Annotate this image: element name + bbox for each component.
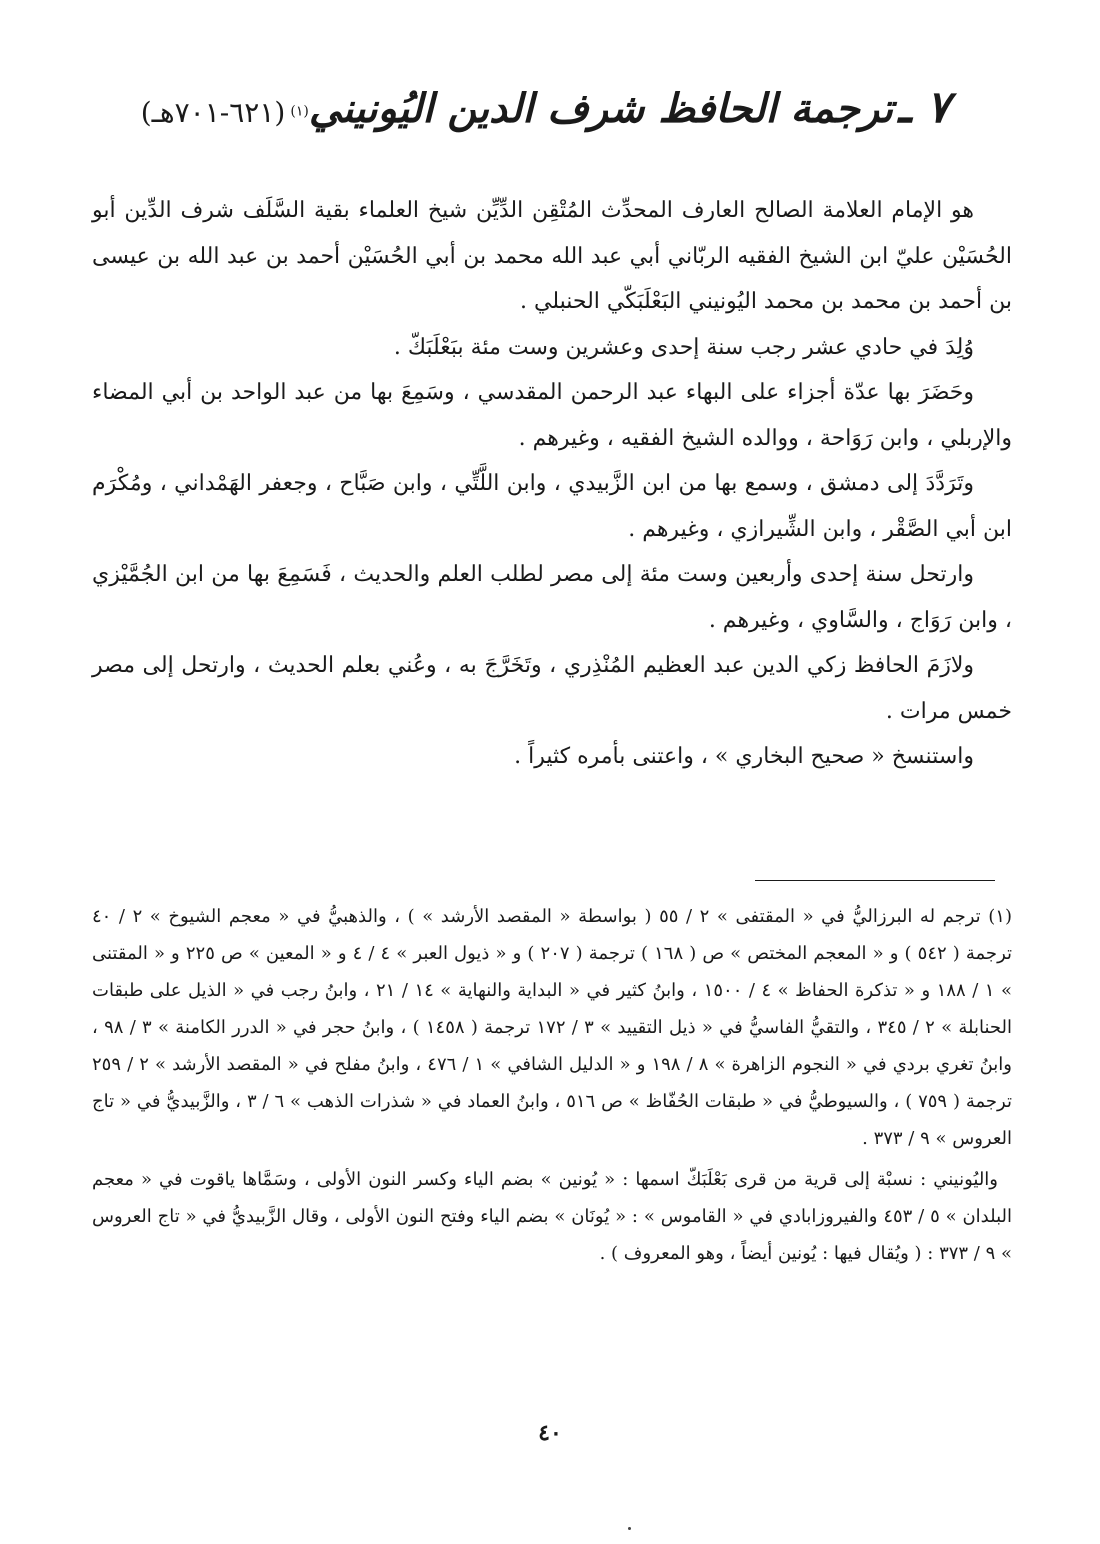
paragraph: وارتحل سنة إحدى وأربعين وست مئة إلى مصر لطلب العلم والحديث ، فَسَمِعَ بها من ابن الجُمَّيْزي ، وابن رَوَاج ، والسَّاوي ، وغيرهم . (92, 562, 1012, 633)
paragraph: واستنسخ « صحيح البخاري » ، واعتنى بأمره كثيراً . (514, 744, 974, 769)
paragraph: وتَرَدَّدَ إلى دمشق ، وسمع بها من ابن الزَّبيدي ، وابن اللَّتِّي ، وابن صَبَّاح ، وجعفر الهَمْداني ، ومُكْرَم ابن أبي الصَّقْر ، وابن الشِّيرازي ، وغيرهم . (92, 471, 1012, 542)
chapter-heading (140, 82, 950, 162)
scan-speck (628, 1527, 631, 1530)
page-number: ٤٠ (538, 1420, 562, 1446)
chapter-title: ترجمة الحافظ شرف الدين اليُونيني (308, 85, 894, 132)
footnote-divider (755, 880, 995, 881)
paragraph: وحَضَرَ بها عدّة أجزاء على البهاء عبد الرحمن المقدسي ، وسَمِعَ بها من عبد الواحد بن أبي المضاء والإربلي ، وابن رَوَاحة ، ووالده الشيخ الفقيه ، وغيرهم . (92, 380, 1012, 451)
paragraph: وُلِدَ في حادي عشر رجب سنة إحدى وعشرين وست مئة ببَعْلَبَكّ . (393, 334, 974, 360)
footnotes (92, 898, 1012, 1276)
footnote: واليُونيني : نسبْة إلى قرية من قرى بَعْلَبَكّ اسمها : « يُونين » بضم الياء وكسر النون الأولى ، وسَمَّاها ياقوت في « معجم البلدان » ٥ / ٤٥٣ والفيروزابادي في « القاموس » : « يُونَان » بضم الياء وفتح النون الأولى ، وقال الزَّبيديُّ في « تاج العروس » ٩ / ٣٧٣ : ( ويُقال فيها : يُونين أيضاً ، وهو المعروف ) . (92, 1169, 1012, 1264)
chapter-dates: (٦٢١-٧٠١هـ) (140, 96, 286, 129)
footnote-reference[interactable]: (١) (290, 103, 309, 120)
main-text (92, 188, 1012, 780)
paragraph: ولازَمَ الحافظ زكي الدين عبد العظيم المُنْذِري ، وتَخَرَّجَ به ، وعُني بعلم الحديث ، وارتحل إلى مصر خمس مرات . (92, 653, 1012, 724)
chapter-number: ٧ ـ (898, 82, 950, 133)
footnote: (١) ترجم له البرزاليُّ في « المقتفى » ٢ / ٥٥ ( بواسطة « المقصد الأرشد » ) ، والذهبيُّ في « معجم الشيوخ » ٢ / ٤٠ ترجمة ( ٥٤٢ ) و « المعجم المختص » ص ( ١٦٨ ) ترجمة ( ٢٠٧ ) و « ذيول العبر » ٤ / ٤ و « المعين » ص ٢٢٥ و « المقتنى » ١ / ١٨٨ و « تذكرة الحفاظ » ٤ / ١٥٠٠ ، وابنُ كثير في « البداية والنهاية » ١٤ / ٢١ ، وابنُ رجب في « الذيل على طبقات الحنابلة » ٢ / ٣٤٥ ، والتقيُّ الفاسيُّ في « ذيل التقييد » ٣ / ١٧٢ ترجمة ( ١٤٥٨ ) ، وابنُ حجر في « الدرر الكامنة » ٣ / ٩٨ ، وابنُ تغري بردي في « النجوم الزاهرة » ٨ / ١٩٨ و « الدليل الشافي » ١ / ٤٧٦ ، وابنُ مفلح في « المقصد الأرشد » ٢ / ٢٥٩ ترجمة ( ٧٥٩ ) ، والسيوطيُّ في « طبقات الحُفّاظ » ص ٥١٦ ، وابنُ العماد في « شذرات الذهب » ٦ / ٣ ، والزَّبيديُّ في « تاج العروس » ٩ / ٣٧٣ . (92, 906, 1013, 1149)
paragraph: هو الإمام العلامة الصالح العارف المحدِّث المُتْقِن الدِّيِّن شيخ العلماء بقية السَّلَف شرف الدِّين أبو الحُسَيْن عليّ ابن الشيخ الفقيه الربّاني أبي عبد الله محمد بن أبي الحُسَيْن أحمد بن عبد الله بن عيسى بن أحمد بن محمد بن محمد اليُونيني البَعْلَبَكّي الحنبلي . (92, 198, 1012, 314)
